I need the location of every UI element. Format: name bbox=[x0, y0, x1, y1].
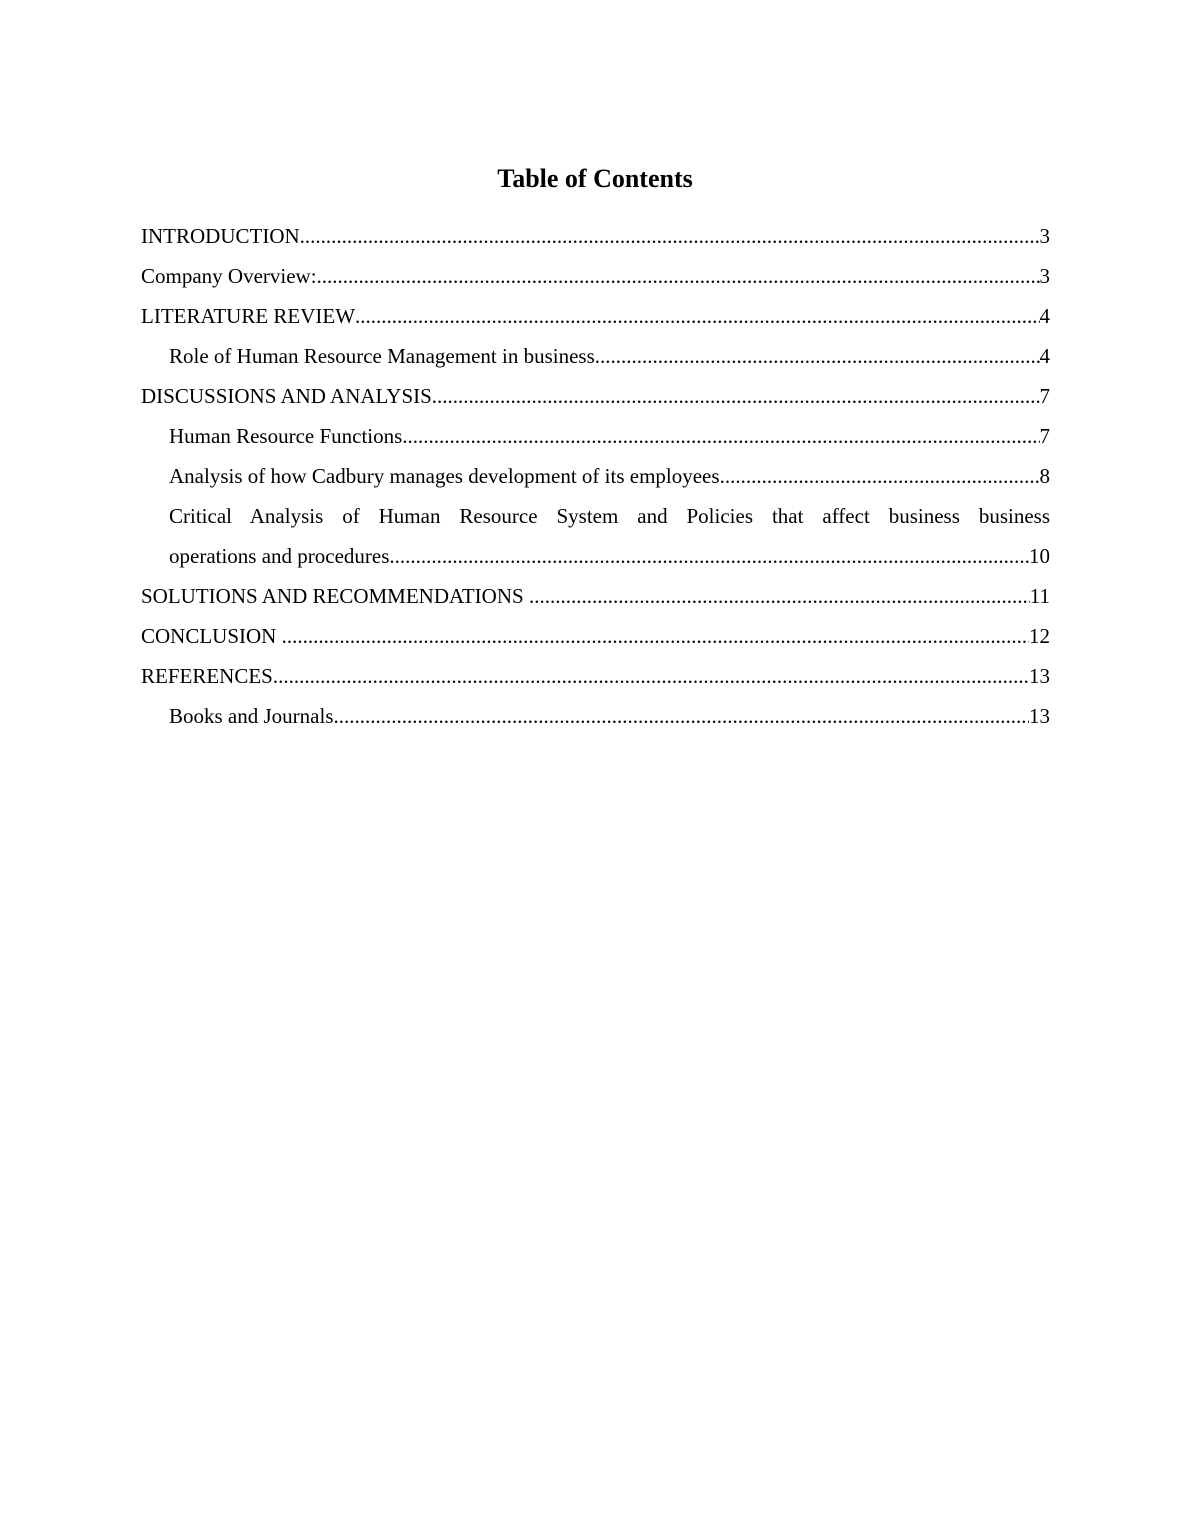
dot-leader bbox=[300, 216, 1040, 256]
toc-entry-role-of-hrm[interactable] bbox=[141, 336, 1050, 376]
toc-entry-books-and-journals[interactable] bbox=[141, 696, 1050, 736]
toc-entry-page: 12 bbox=[1029, 624, 1050, 648]
toc-entry-label: Analysis of how Cadbury manages development of its employees bbox=[169, 456, 720, 496]
dot-leader bbox=[389, 536, 1029, 576]
toc-entry-label-line1: Critical Analysis of Human Resource System and Policies that affect business business bbox=[169, 504, 1050, 528]
toc-entry-label: DISCUSSIONS AND ANALYSIS bbox=[141, 376, 432, 416]
dot-leader bbox=[595, 336, 1040, 376]
toc-entry-page: 7 bbox=[1039, 424, 1050, 448]
toc-entry-label-line2: operations and procedures bbox=[169, 536, 389, 576]
toc-entry-literature-review[interactable] bbox=[141, 296, 1050, 336]
toc-entry-label: LITERATURE REVIEW bbox=[141, 296, 355, 336]
dot-leader bbox=[273, 656, 1029, 696]
toc-entry-label: CONCLUSION bbox=[141, 616, 282, 656]
dot-leader bbox=[282, 616, 1029, 656]
toc-entry-page: 7 bbox=[1039, 384, 1050, 408]
toc-entry-hr-functions[interactable] bbox=[141, 416, 1050, 456]
toc-entry-page: 3 bbox=[1039, 264, 1050, 288]
toc-entry-page: 13 bbox=[1029, 664, 1050, 688]
toc-entry-label: Books and Journals bbox=[169, 696, 334, 736]
toc-entry-discussions-and-analysis[interactable] bbox=[141, 376, 1050, 416]
toc-entry-critical-analysis[interactable] bbox=[141, 496, 1050, 576]
toc-entry-cadbury-development[interactable] bbox=[141, 456, 1050, 496]
toc-entry-label: SOLUTIONS AND RECOMMENDATIONS bbox=[141, 576, 529, 616]
dot-leader bbox=[402, 416, 1039, 456]
dot-leader bbox=[317, 256, 1040, 296]
dot-leader bbox=[432, 376, 1040, 416]
toc-entry-page: 8 bbox=[1039, 464, 1050, 488]
toc-entry-label: Human Resource Functions bbox=[169, 416, 402, 456]
toc-entry-label: Company Overview: bbox=[141, 256, 317, 296]
dot-leader bbox=[529, 576, 1030, 616]
toc-list bbox=[141, 216, 1050, 736]
toc-entry-page: 11 bbox=[1029, 584, 1050, 608]
toc-entry-page: 3 bbox=[1039, 224, 1050, 248]
toc-entry-conclusion[interactable] bbox=[141, 616, 1050, 656]
toc-entry-references[interactable] bbox=[141, 656, 1050, 696]
toc-entry-page: 13 bbox=[1029, 704, 1050, 728]
toc-entry-introduction[interactable] bbox=[141, 216, 1050, 256]
toc-entry-company-overview[interactable] bbox=[141, 256, 1050, 296]
toc-entry-page: 10 bbox=[1029, 544, 1050, 568]
toc-entry-label: REFERENCES bbox=[141, 656, 273, 696]
toc-title: Table of Contents bbox=[497, 164, 693, 193]
dot-leader bbox=[355, 296, 1039, 336]
dot-leader bbox=[720, 456, 1040, 496]
toc-entry-label: INTRODUCTION bbox=[141, 216, 300, 256]
toc-entry-solutions-and-recommendations[interactable] bbox=[141, 576, 1050, 616]
toc-entry-label: Role of Human Resource Management in business bbox=[169, 336, 595, 376]
toc-entry-page: 4 bbox=[1039, 304, 1050, 328]
dot-leader bbox=[334, 696, 1030, 736]
toc-entry-page: 4 bbox=[1039, 344, 1050, 368]
